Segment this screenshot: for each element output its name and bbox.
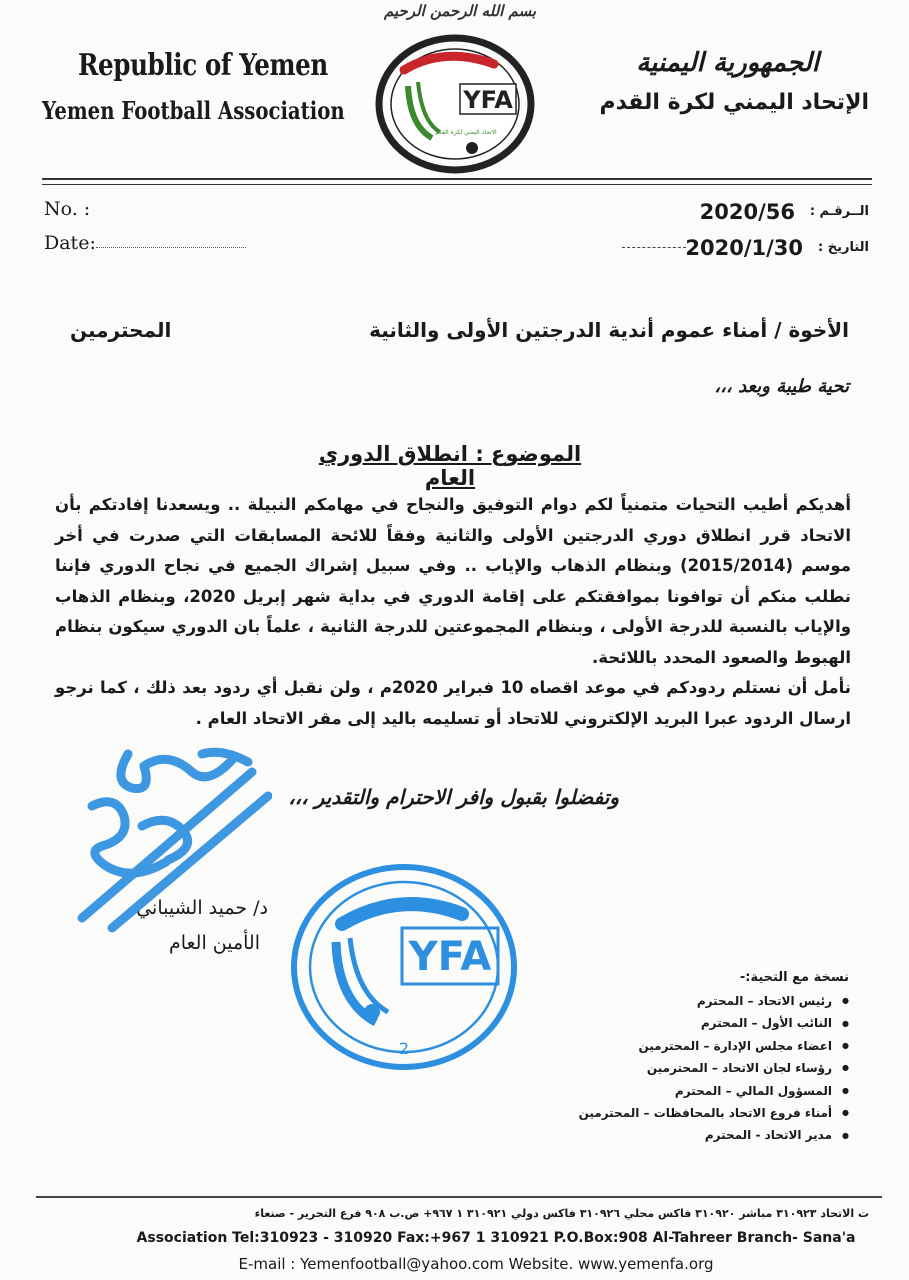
- copies-list-item: ● أمناء فروع الاتحاد بالمحافظات – المحترمين: [579, 1102, 849, 1124]
- signatory-name: د/ حميد الشيباني: [136, 897, 268, 919]
- body-paragraph-2: نأمل أن نستلم ردودكم في موعد اقصاه 10 فبراير 2020م ، ولن نقبل أي ردود بعد ذلك ، كما نرجو ارسال الردود عبرا البريد الإلكتروني للاتحاد أو تسليمه باليد إلى مقر الاتحاد العام .: [55, 678, 851, 728]
- body-paragraph-1: أهديكم أطيب التحيات متمنياً لكم دوام التوفيق والنجاح في مهامكم النبيلة .. ويسعدنا إفادتكم بأن الاتحاد قرر انطلاق دوري الدرجتين الأولى والثانية وفقاً للائحة المسابقات التي صدرت في أخر موسم (2015/2014) وبنظام الذهاب والإياب .. وفي سبيل إشراك الجميع في نجاح الدوري فإننا نطلب منكم أن توافونا بموافقتكم على إقامة الدوري في بداية شهر إبريل 2020، وبنظام الذهاب والإياب بالنسبة للدرجة الأولى ، وبنظام المجموعتين للدرجة الثانية ، علماً بان الدوري سيكون بنظام الهبوط والصعود المحدد باللائحة.: [55, 495, 851, 667]
- logo-caption: الاتحاد اليمني لكرة القدم: [435, 129, 497, 136]
- copies-heading: نسخة مع التحية:-: [739, 970, 849, 985]
- header-association-en: Yemen Football Association: [42, 96, 345, 125]
- footer-email-website: E-mail : Yemenfootball@yahoo.com Website. www.yemenfa.org: [238, 1255, 714, 1273]
- number-label-en: No. :: [44, 198, 91, 220]
- stamp-number: 2: [398, 1039, 410, 1058]
- header-country-en: Republic of Yemen: [78, 48, 328, 83]
- signatory-title: الأمين العام: [168, 932, 260, 954]
- copies-list-item: ● رؤساء لجان الاتحاد – المحترمين: [579, 1057, 849, 1079]
- copies-list: [579, 990, 849, 1147]
- yfa-logo: [374, 34, 536, 174]
- footer-contact-en: Association Tel:310923 - 310920 Fax:+967 1 310921 P.O.Box:908 Al-Tahreer Branch- Sana'a: [136, 1230, 856, 1246]
- handwritten-signature: [72, 742, 272, 942]
- stamp-ball-icon: [364, 1004, 380, 1020]
- footer-contact-ar: ت الاتحاد ٣١٠٩٢٣ مباشر ٣١٠٩٢٠ فاكس محلي ٣١٠٩٢٦ فاكس دولي ٣١٠٩٢١ ١ ٩٦٧+ ص.ب ٩٠٨ فرع التحرير - صنعاء: [254, 1207, 869, 1220]
- copies-list-item: ● النائب الأول – المحترم: [579, 1012, 849, 1034]
- greeting: تحية طيبة وبعد ،،،: [714, 376, 849, 397]
- header-association-ar: الإتحاد اليمني لكرة القدم: [599, 90, 869, 115]
- subject-line: الموضوع : انطلاق الدوري العام: [318, 442, 582, 490]
- header-rule: [42, 178, 872, 180]
- header-rule-thin: [42, 184, 872, 185]
- number-label-ar: الــرقـم :: [809, 204, 869, 219]
- logo-text: YFA: [463, 86, 513, 114]
- header-country-ar: الجمهورية اليمنية: [636, 48, 819, 78]
- reference-number: 2020/56: [699, 200, 795, 224]
- date-label-ar: التاريخ :: [818, 240, 869, 255]
- copies-list-item: ● اعضاء مجلس الإدارة – المحترمين: [579, 1035, 849, 1057]
- copies-list-item: ● المسؤول المالي – المحترم: [579, 1080, 849, 1102]
- addressee: الأخوة / أمناء عموم أندية الدرجتين الأولى والثانية: [369, 318, 849, 342]
- date-dotted-line: [96, 247, 246, 248]
- footer-rule: [36, 1196, 882, 1198]
- basmala-heading: بسم الله الرحمن الرحيم: [383, 2, 537, 20]
- date-label-en: Date:: [44, 232, 96, 254]
- official-stamp: [290, 862, 518, 1072]
- letter-body: [55, 490, 851, 734]
- addressee-honorific: المحترمين: [70, 318, 172, 342]
- letter-date: 2020/1/30: [685, 236, 803, 260]
- stamp-text: YFA: [408, 934, 492, 980]
- copies-list-item: ● رئيس الاتحاد – المحترم: [579, 990, 849, 1012]
- date-dashed-line: [622, 247, 686, 248]
- logo-ball-icon: [466, 142, 478, 154]
- closing-line: وتفضلوا بقبول وافر الاحترام والتقدير ،،،: [288, 785, 619, 809]
- copies-list-item: ● مدير الاتحاد - المحترم: [579, 1124, 849, 1146]
